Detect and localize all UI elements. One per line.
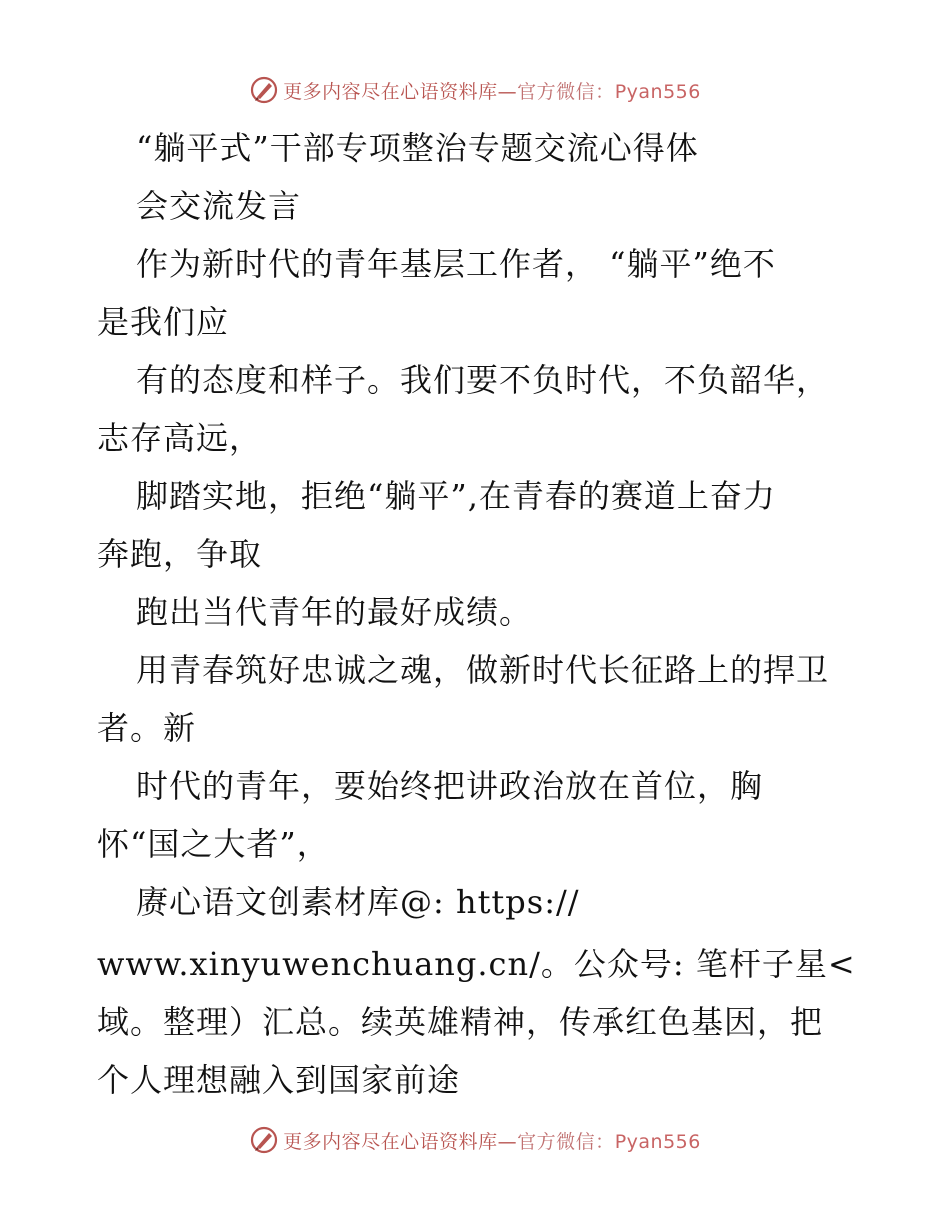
banner-slogan: 更多内容尽在心语资料库 [283, 80, 498, 103]
paragraph-line: 有的态度和样子。我们要不负时代，不负韶华， [136, 361, 830, 399]
pen-logo-icon [249, 1125, 279, 1155]
paragraph-line: 是我们应 [97, 303, 230, 341]
paragraph-line: 怀“国之大者”， [97, 825, 330, 863]
paragraph-line: 奔跑，争取 [97, 535, 263, 573]
paragraph-line: 跑出当代青年的最好成绩。 [136, 593, 533, 631]
banner-wechat-label: 官方微信： [517, 1130, 615, 1153]
banner-text [283, 1127, 701, 1154]
banner-wechat-label: 官方微信： [517, 80, 615, 103]
banner-wechat-id: Pyan556 [614, 80, 701, 103]
title-line-2: 会交流发言 [136, 187, 302, 225]
title-line-1: “躺平式”干部专项整治专题交流心得体 [136, 129, 699, 167]
paragraph-line: 作为新时代的青年基层工作者， “躺平”绝不 [136, 245, 776, 283]
url-line: www.xinyuwenchuang.cn/。公众号: 笔杆子星< [97, 945, 856, 983]
banner-text [283, 77, 701, 104]
pen-logo-icon [249, 75, 279, 105]
paragraph-line: 志存高远， [97, 419, 263, 457]
paragraph-line: 者。新 [97, 709, 197, 747]
banner-wechat-id: Pyan556 [614, 1130, 701, 1153]
paragraph-line: 脚踏实地，拒绝“躺平”,在青春的赛道上奋力 [136, 477, 776, 515]
banner-separator: — [497, 80, 518, 103]
paragraph-line: 个人理想融入到国家前途 [97, 1061, 461, 1099]
banner-separator: — [497, 1130, 518, 1153]
paragraph-line: 用青春筑好忠诚之魂，做新时代长征路上的捍卫 [136, 651, 830, 689]
footer-banner [0, 1120, 950, 1160]
banner-slogan: 更多内容尽在心语资料库 [283, 1130, 498, 1153]
paragraph-line: 时代的青年，要始终把讲政治放在首位，胸 [136, 767, 764, 805]
paragraph-line: 域。整理）汇总。续英雄精神，传承红色基因，把 [97, 1003, 824, 1041]
paragraph-line: 赓心语文创素材库@: https:// [136, 883, 580, 921]
header-banner [0, 70, 950, 110]
